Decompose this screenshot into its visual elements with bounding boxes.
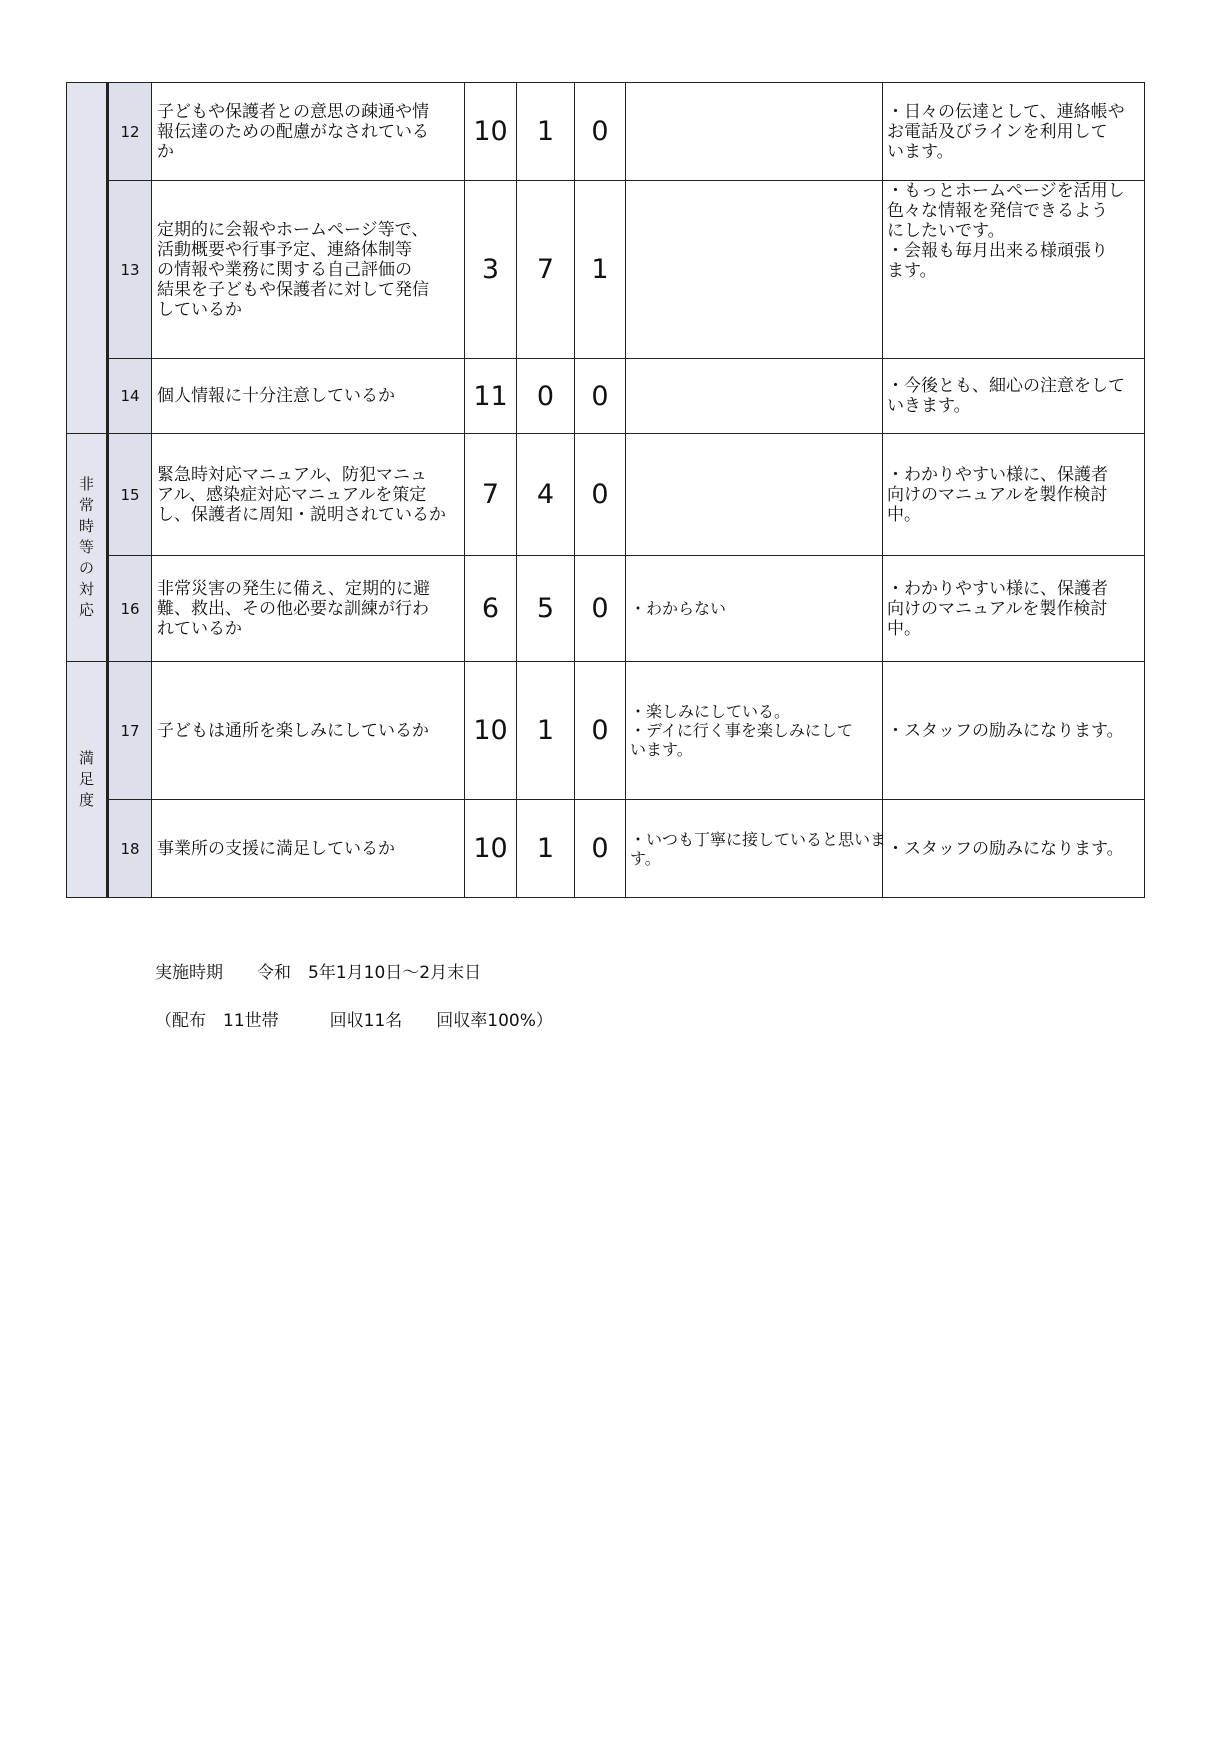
question-line: 子どもや保護者との意思の疎通や情 [157,101,429,122]
question-cell [152,662,465,800]
category-cell [67,434,108,662]
item-number: 13 [108,181,152,359]
question-line: か [157,141,174,162]
response-line: ・わかりやすい様に、保護者 [887,464,1108,485]
comment-line: ・デイに行く事を楽しみにして [630,721,853,740]
guardian-comment-cell [626,434,883,556]
response-line: お電話及びラインを利用して [887,121,1108,142]
question-line: 緊急時対応マニュアル、防犯マニュ [157,464,427,485]
yes-count: 10 [465,83,517,181]
question-cell [152,181,465,359]
unknown-count: 1 [517,83,575,181]
question-line: 活動概要や行事予定、連絡体制等 [157,239,412,260]
guardian-comment-cell [626,800,887,898]
survey-period: 実施時期 令和 5年1月10日～2月末日 [155,963,482,983]
comment-line: ・楽しみにしている。 [630,702,791,721]
question-cell [152,434,465,556]
response-line: 色々な情報を発信できるよう [887,201,1108,221]
item-number: 18 [108,800,152,898]
facility-response-cell [883,359,1145,434]
item-number: 14 [108,359,152,434]
response-line: 向けのマニュアルを製作検討 [887,598,1108,619]
response-line: ・わかりやすい様に、保護者 [887,578,1108,599]
unknown-count: 7 [517,181,575,359]
comment-line: ・いつも丁寧に接していると思いま [630,829,887,849]
item-number: 15 [108,434,152,556]
table-row [67,83,1145,181]
unknown-count: 1 [517,662,575,800]
no-count: 1 [575,181,626,359]
no-count: 0 [575,800,626,898]
facility-response-cell [883,662,1145,800]
question-cell [152,800,465,898]
question-line: 非常災害の発生に備え、定期的に避 [157,578,431,599]
guardian-comment-cell [626,359,883,434]
facility-response-cell [883,800,1145,898]
yes-count: 10 [465,662,517,800]
question-line: 難、救出、その他必要な訓練が行わ [157,598,429,619]
question-line: 個人情報に十分注意しているか [157,386,395,406]
category-label: 非常時等の対応 [78,475,94,619]
response-line: ます。 [887,261,937,281]
comment-line: います。 [630,740,693,759]
table-row [67,556,1145,662]
response-line: 向けのマニュアルを製作検討 [887,484,1108,505]
comment-line: す。 [630,848,661,868]
no-count: 0 [575,434,626,556]
item-number: 16 [108,556,152,662]
response-line: ・スタッフの励みになります。 [887,720,1124,741]
yes-count: 7 [465,434,517,556]
no-count: 0 [575,359,626,434]
unknown-count: 4 [517,434,575,556]
no-count: 0 [575,556,626,662]
yes-count: 6 [465,556,517,662]
table-row [67,359,1145,434]
category-cell [67,83,108,434]
facility-response-cell [883,556,1145,662]
response-line: ・スタッフの励みになります。 [887,838,1124,859]
yes-count: 3 [465,181,517,359]
no-count: 0 [575,662,626,800]
question-line: 報伝達のための配慮がなされている [157,121,429,142]
question-line: 定期的に会報やホームページ等で、 [157,219,429,240]
guardian-comment-cell [626,662,883,800]
table-row [67,181,1145,359]
question-line: 結果を子どもや保護者に対して発信 [157,279,429,300]
response-line: ・今後とも、細心の注意をして [887,376,1125,396]
distribution-summary: （配布 11世帯 回収11名 回収率100%） [155,1011,553,1031]
question-cell [152,556,465,662]
response-line: ・もっとホームページを活用し [887,181,1125,201]
response-line: ・日々の伝達として、連絡帳や [887,101,1125,122]
yes-count: 10 [465,800,517,898]
yes-count: 11 [465,359,517,434]
facility-response-cell [883,434,1145,556]
question-line: しているか [157,299,242,320]
question-line: アル、感染症対応マニュアルを策定 [157,484,427,505]
question-line: 子どもは通所を楽しみにしているか [157,720,429,741]
question-line: 事業所の支援に満足しているか [157,838,395,859]
question-line: し、保護者に周知・説明されているか [157,504,446,525]
table-row [67,662,1145,800]
no-count: 0 [575,83,626,181]
response-line: いきます。 [887,396,971,416]
guardian-comment-cell [626,556,883,662]
item-number: 17 [108,662,152,800]
facility-response-cell [883,181,1145,359]
response-line: 中。 [887,504,921,525]
unknown-count: 0 [517,359,575,434]
response-line: います。 [887,141,954,162]
question-cell [152,359,465,434]
item-number: 12 [108,83,152,181]
category-label: 満足度 [78,749,94,809]
question-cell [152,83,465,181]
comment-line: ・わからない [630,599,727,618]
unknown-count: 1 [517,800,575,898]
guardian-comment-cell [626,181,883,359]
category-cell [67,662,108,898]
unknown-count: 5 [517,556,575,662]
response-line: 中。 [887,618,921,639]
response-line: ・会報も毎月出来る様頑張り [887,241,1108,261]
question-line: の情報や業務に関する自己評価の [157,259,412,280]
guardian-comment-cell [626,83,883,181]
question-line: れているか [157,618,242,639]
survey-table [66,82,1145,898]
table-row [67,800,1145,898]
table-row [67,434,1145,556]
response-line: にしたいです。 [887,221,1005,241]
facility-response-cell [883,83,1145,181]
